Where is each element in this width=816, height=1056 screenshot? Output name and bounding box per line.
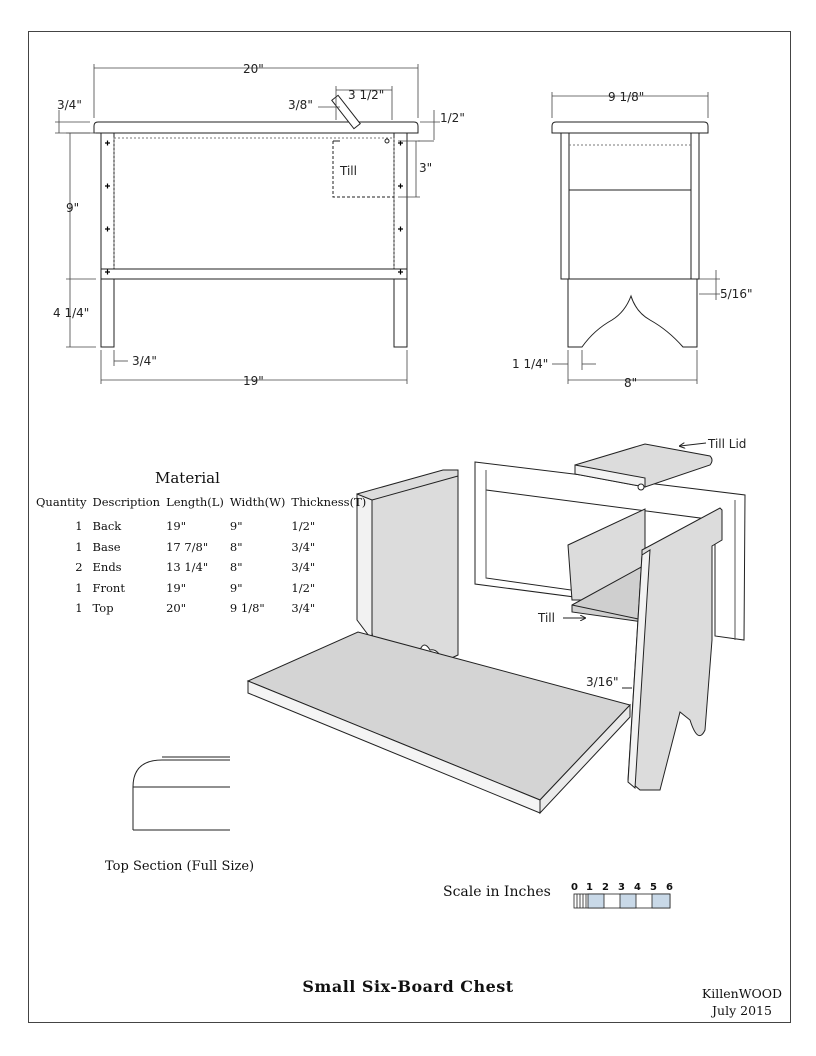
length-cell: 13 1/4" xyxy=(166,560,209,575)
thickness-cell: 3/4" xyxy=(291,539,316,554)
scale-label: Scale in Inches xyxy=(443,884,551,900)
front-carcass xyxy=(101,133,407,279)
front-right-leg xyxy=(394,279,407,347)
till-lid-label: Till Lid xyxy=(708,437,747,451)
scale-tick-5: 5 xyxy=(650,882,657,893)
brand-name: KillenWOOD xyxy=(701,986,783,1001)
width-cell: 8" xyxy=(229,539,243,554)
front-top-board xyxy=(94,122,418,133)
thickness-cell: 1/2" xyxy=(291,580,316,595)
quantity-cell: 1 xyxy=(75,519,83,534)
exploded-till-label: Till xyxy=(538,611,555,625)
quantity-cell: 1 xyxy=(75,601,83,616)
table-row xyxy=(36,598,372,619)
thickness-cell: 3/4" xyxy=(291,560,316,575)
description-cell: Front xyxy=(92,580,125,595)
dim-base-width: 8" xyxy=(624,376,638,390)
quantity-cell: 2 xyxy=(75,560,83,575)
col-width: Width(W) xyxy=(229,495,286,509)
material-table xyxy=(36,494,372,619)
brand-block xyxy=(690,985,794,1019)
scale-tick-1: 1 xyxy=(586,882,593,893)
dim-lid-pin-spacing: 3 1/2" xyxy=(348,88,385,102)
scale-tick-4: 4 xyxy=(634,882,641,893)
scale-tick-3: 3 xyxy=(618,882,625,893)
width-cell: 9 1/8" xyxy=(229,601,265,616)
scale-tick-2: 2 xyxy=(602,882,609,893)
dim-leg-width: 3/4" xyxy=(132,354,157,368)
dim-body-height: 9" xyxy=(66,201,80,215)
description-cell: Top xyxy=(92,601,114,616)
front-left-leg xyxy=(101,279,114,347)
description-cell: Back xyxy=(92,519,122,534)
length-cell: 17 7/8" xyxy=(166,539,209,554)
quantity-cell: 1 xyxy=(75,539,83,554)
side-carcass xyxy=(561,133,699,279)
side-top-board xyxy=(552,122,708,133)
col-thickness: Thickness(T) xyxy=(291,495,367,509)
front-view xyxy=(94,95,418,347)
side-view xyxy=(552,122,708,347)
dim-pin-drop: 1/2" xyxy=(440,111,465,125)
length-cell: 19" xyxy=(166,580,186,595)
thickness-cell: 1/2" xyxy=(291,519,316,534)
quantity-cell: 1 xyxy=(75,580,83,595)
material-header-row xyxy=(36,494,372,516)
length-cell: 19" xyxy=(166,519,186,534)
length-cell: 20" xyxy=(166,601,186,616)
scale-bar xyxy=(574,894,670,908)
top-section-label: Top Section (Full Size) xyxy=(105,859,255,874)
thickness-cell: 3/4" xyxy=(291,601,316,616)
dim-base-recess: 5/16" xyxy=(720,287,753,301)
table-row xyxy=(36,557,372,578)
table-row xyxy=(36,578,372,599)
dim-overall-width: 20" xyxy=(243,62,264,76)
scale-tick-6: 6 xyxy=(666,882,673,893)
scale-ticks xyxy=(571,882,673,893)
side-end-board xyxy=(568,279,697,347)
groove-dim-label: 3/16" xyxy=(586,675,619,689)
table-row xyxy=(36,537,372,558)
dim-top-thickness: 3/4" xyxy=(57,98,82,112)
scale-tick-0: 0 xyxy=(571,882,578,893)
description-cell: Ends xyxy=(92,560,122,575)
width-cell: 9" xyxy=(229,580,243,595)
col-description: Description xyxy=(92,495,161,509)
dim-lid-pin-offset: 3/8" xyxy=(288,98,313,112)
dim-till-depth: 3" xyxy=(419,161,433,175)
top-section-profile xyxy=(133,757,230,830)
material-title: Material xyxy=(155,469,220,487)
col-length: Length(L) xyxy=(166,495,224,509)
width-cell: 8" xyxy=(229,560,243,575)
dim-body-width: 19" xyxy=(243,374,264,388)
width-cell: 9" xyxy=(229,519,243,534)
col-quantity: Quantity xyxy=(36,495,87,509)
brand-date: July 2015 xyxy=(712,1003,772,1018)
front-till-label: Till xyxy=(340,164,357,178)
page-title: Small Six-Board Chest xyxy=(302,977,514,996)
dim-top-width: 9 1/8" xyxy=(608,90,645,104)
dim-leg-height: 4 1/4" xyxy=(53,306,90,320)
table-row xyxy=(36,516,372,537)
description-cell: Base xyxy=(92,539,121,554)
dim-foot-width: 1 1/4" xyxy=(512,357,549,371)
